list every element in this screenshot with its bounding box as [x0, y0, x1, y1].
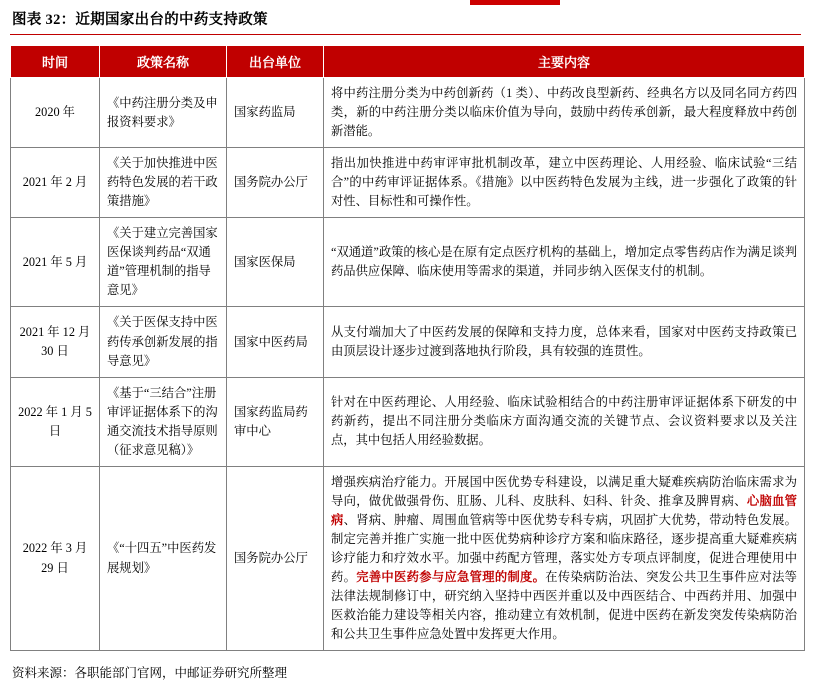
table-row [11, 307, 805, 377]
content-highlight: 心脑血管病 [331, 493, 797, 527]
header-cell-name: 政策名称 [100, 46, 227, 78]
content-text: 指出加快推进中药审评审批机制改革，建立中医药理论、人用经验、临床试验“三结合”的中药审评证据体系。《措施》以中医药特色发展为主线，进一步强化了政策的针对性、目标性和可操作性。 [331, 156, 797, 209]
cell-main-content [324, 466, 805, 650]
cell-policy-name: 《中药注册分类及申报资料要求》 [100, 78, 227, 148]
top-red-marker [470, 0, 560, 5]
policy-table [10, 45, 805, 651]
cell-main-content [324, 148, 805, 218]
cell-main-content [324, 307, 805, 377]
cell-issuing-unit: 国务院办公厅 [227, 148, 324, 218]
cell-time: 2020 年 [11, 78, 100, 148]
header-cell-unit: 出台单位 [227, 46, 324, 78]
cell-main-content [324, 78, 805, 148]
content-text: 增强疾病治疗能力。开展国中医优势专科建设，以满足重大疑难疾病防治临床需求为导向，做优做强骨伤、肛肠、儿科、皮肤科、妇科、针灸、推拿及脾胃病、 [331, 474, 797, 508]
source-note: 资料来源：各职能部门官网，中邮证券研究所整理 [12, 666, 288, 681]
cell-issuing-unit: 国家医保局 [227, 218, 324, 307]
cell-main-content [324, 377, 805, 466]
content-text: 针对在中医药理论、人用经验、临床试验相结合的中药注册审评证据体系下研发的中药新药，提出不同注册分类临床方面沟通交流的关键节点、会议资料要求以及关注点，其中包括人用经验数据。 [331, 395, 797, 448]
cell-policy-name: 《关于医保支持中医药传承创新发展的指导意见》 [100, 307, 227, 377]
cell-policy-name: 《基于“三结合”注册审评证据体系下的沟通交流技术指导原则（征求意见稿）》 [100, 377, 227, 466]
figure-title: 图表 32：近期国家出台的中药支持政策 [12, 12, 268, 28]
cell-issuing-unit: 国家药监局 [227, 78, 324, 148]
cell-issuing-unit: 国家药监局药审中心 [227, 377, 324, 466]
table-row [11, 377, 805, 466]
cell-time: 2021 年 2 月 [11, 148, 100, 218]
table-row [11, 466, 805, 650]
header-cell-content: 主要内容 [324, 46, 805, 78]
cell-time: 2022 年 3 月 29 日 [11, 466, 100, 650]
table-row [11, 218, 805, 307]
table-header [11, 46, 805, 78]
content-text: 、肾病、肿瘤、周围血管病等中医优势专科专病，巩固扩大优势，带动特色发展。制定完善并推广实施一批中医优势病种诊疗方案和临床路径，逐步提高重大疑难疾病诊疗能力和疗效水平。加强中药配方管理，落实处方专项点评制度，促进合理使用中药。 [331, 512, 797, 585]
cell-time: 2022 年 1 月 5 日 [11, 377, 100, 466]
cell-policy-name: 《关于建立完善国家医保谈判药品“双通道”管理机制的指导意见》 [100, 218, 227, 307]
content-text: 从支付端加大了中医药发展的保障和支持力度，总体来看，国家对中医药支持政策已由顶层设计逐步过渡到落地执行阶段，具有较强的连贯性。 [331, 324, 797, 359]
content-text: 在传染病防治法、突发公共卫生事件应对法等法律法规制修订中，研究纳入坚持中西医并重以及中西医结合、中西药并用、加强中医救治能力建设等相关内容，推动建立有效机制，促进中医药在新发突发传染病防治和公共卫生事件应急处置中发挥更大作用。 [331, 570, 797, 642]
cell-policy-name: 《关于加快推进中医药特色发展的若干政策措施》 [100, 148, 227, 218]
title-divider [10, 34, 801, 35]
cell-issuing-unit: 国家中医药局 [227, 307, 324, 377]
content-highlight: 完善中医药参与应急管理的制度。 [356, 570, 546, 585]
content-text: 将中药注册分类为中药创新药（1 类）、中药改良型新药、经典名方以及同名同方药四类，新的中药注册分类以临床价值为导向，鼓励中药传承创新，最大程度释放中药创新潜能。 [331, 86, 797, 139]
table-row [11, 78, 805, 148]
table-body [11, 78, 805, 651]
cell-time: 2021 年 5 月 [11, 218, 100, 307]
cell-time: 2021 年 12 月 30 日 [11, 307, 100, 377]
cell-issuing-unit: 国务院办公厅 [227, 466, 324, 650]
cell-policy-name: 《“十四五”中医药发展规划》 [100, 466, 227, 650]
content-text: “双通道”政策的核心是在原有定点医疗机构的基础上，增加定点零售药店作为满足谈判药品供应保障、临床使用等需求的渠道，并同步纳入医保支付的机制。 [331, 245, 797, 279]
header-cell-time: 时间 [11, 46, 100, 78]
cell-main-content [324, 218, 805, 307]
table-row [11, 148, 805, 218]
header-row [11, 46, 805, 78]
